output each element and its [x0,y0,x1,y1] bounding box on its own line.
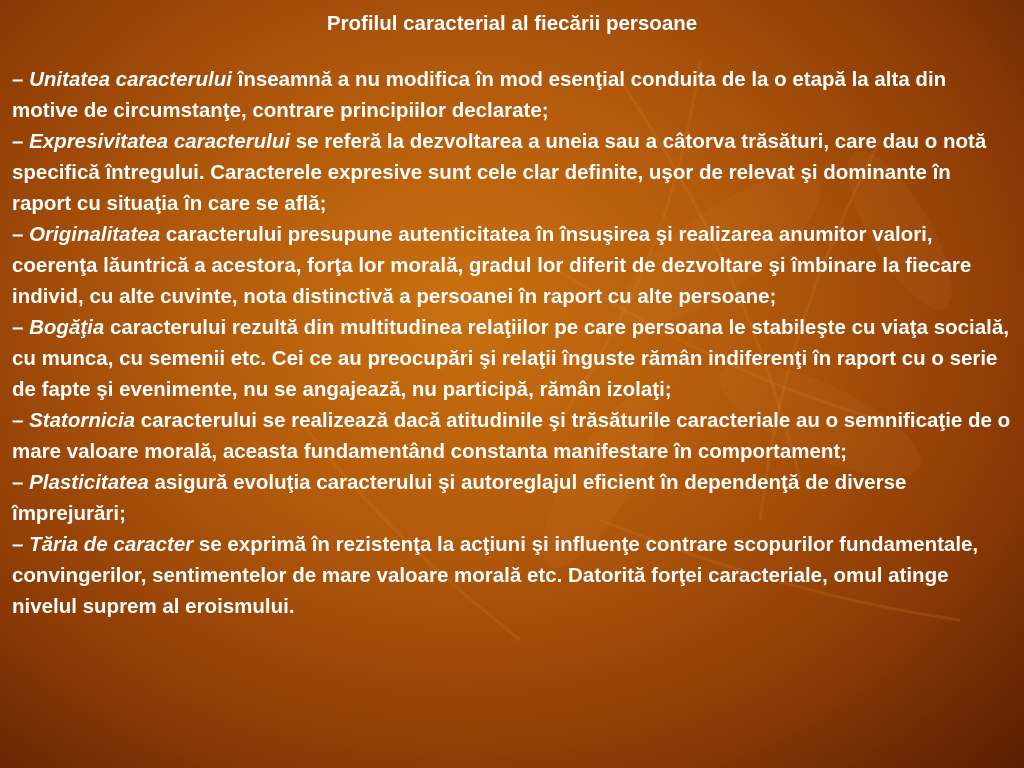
dash: – [12,409,30,432]
dash: – [12,471,30,494]
paragraph-statornicia [12,405,1012,467]
paragraph-text: înseamnă a nu modifica în mod esenţial conduita de la o etapă la alta din motive de circumstanţe, contrare principiilor declarate; [12,68,947,122]
paragraph-text: se referă la dezvoltarea a uneia sau a câtorva trăsături, care dau o notă specifică întregului. Caracterele expresive sunt cele clar definite, uşor de relevat şi dominante în raport cu situaţia în care se află; [12,130,987,215]
paragraph-taria [12,529,1012,622]
paragraph-expresivitatea [12,126,1012,219]
paragraph-text: asigură evoluţia caracterului şi autoreglajul eficient în dependenţă de diverse împrejurări; [12,471,907,525]
slide-title: Profilul caracterial al fiecării persoane [326,12,698,35]
dash: – [12,316,30,339]
term-bogatia: Bogăţia [29,316,105,339]
term-expresivitatea: Expresivitatea caracterului [29,130,291,153]
paragraph-text: se exprimă în rezistenţa la acţiuni şi influenţe contrare scopurilor fundamentale, convingerilor, sentimentelor de mare valoare morală etc. Datorită forţei caracteriale, omul atinge nivelul suprem al eroismului. [12,533,979,618]
term-unitatea: Unitatea caracterului [29,68,232,91]
slide-content [12,8,1012,622]
dash: – [12,68,30,91]
term-statornicia: Statornicia [29,409,136,432]
term-taria-de-caracter: Tăria de caracter [29,533,194,556]
paragraph-originalitatea [12,219,1012,312]
paragraph-plasticitatea [12,467,1012,529]
paragraph-text: caracterului rezultă din multitudinea relaţiilor pe care persoana le stabileşte cu viaţa socială, cu munca, cu semenii etc. Cei ce au preocupări şi relaţii înguste rămân indiferenţi în raport cu o serie de fapte şi evenimente, nu se angajează, nu participă, rămân izolaţi; [12,316,1009,401]
dash: – [12,223,30,246]
term-plasticitatea: Plasticitatea [29,471,149,494]
paragraph-unitatea [12,64,1012,126]
term-originalitatea: Originalitatea [29,223,161,246]
dash: – [12,130,30,153]
paragraph-text: caracterului presupune autenticitatea în însuşirea şi realizarea anumitor valori, coerenţa lăuntrică a acestora, forţa lor morală, gradul lor diferit de dezvoltare şi îmbinare la fiecare individ, cu alte cuvinte, nota distinctivă a persoanei în raport cu alte persoane; [12,223,972,308]
paragraph-text: caracterului se realizează dacă atitudinile şi trăsăturile caracteriale au o semnificaţie de o mare valoare morală, aceasta fundamentând constanta manifestare în comportament; [12,409,1011,463]
paragraph-bogatia [12,312,1012,405]
dash: – [12,533,30,556]
